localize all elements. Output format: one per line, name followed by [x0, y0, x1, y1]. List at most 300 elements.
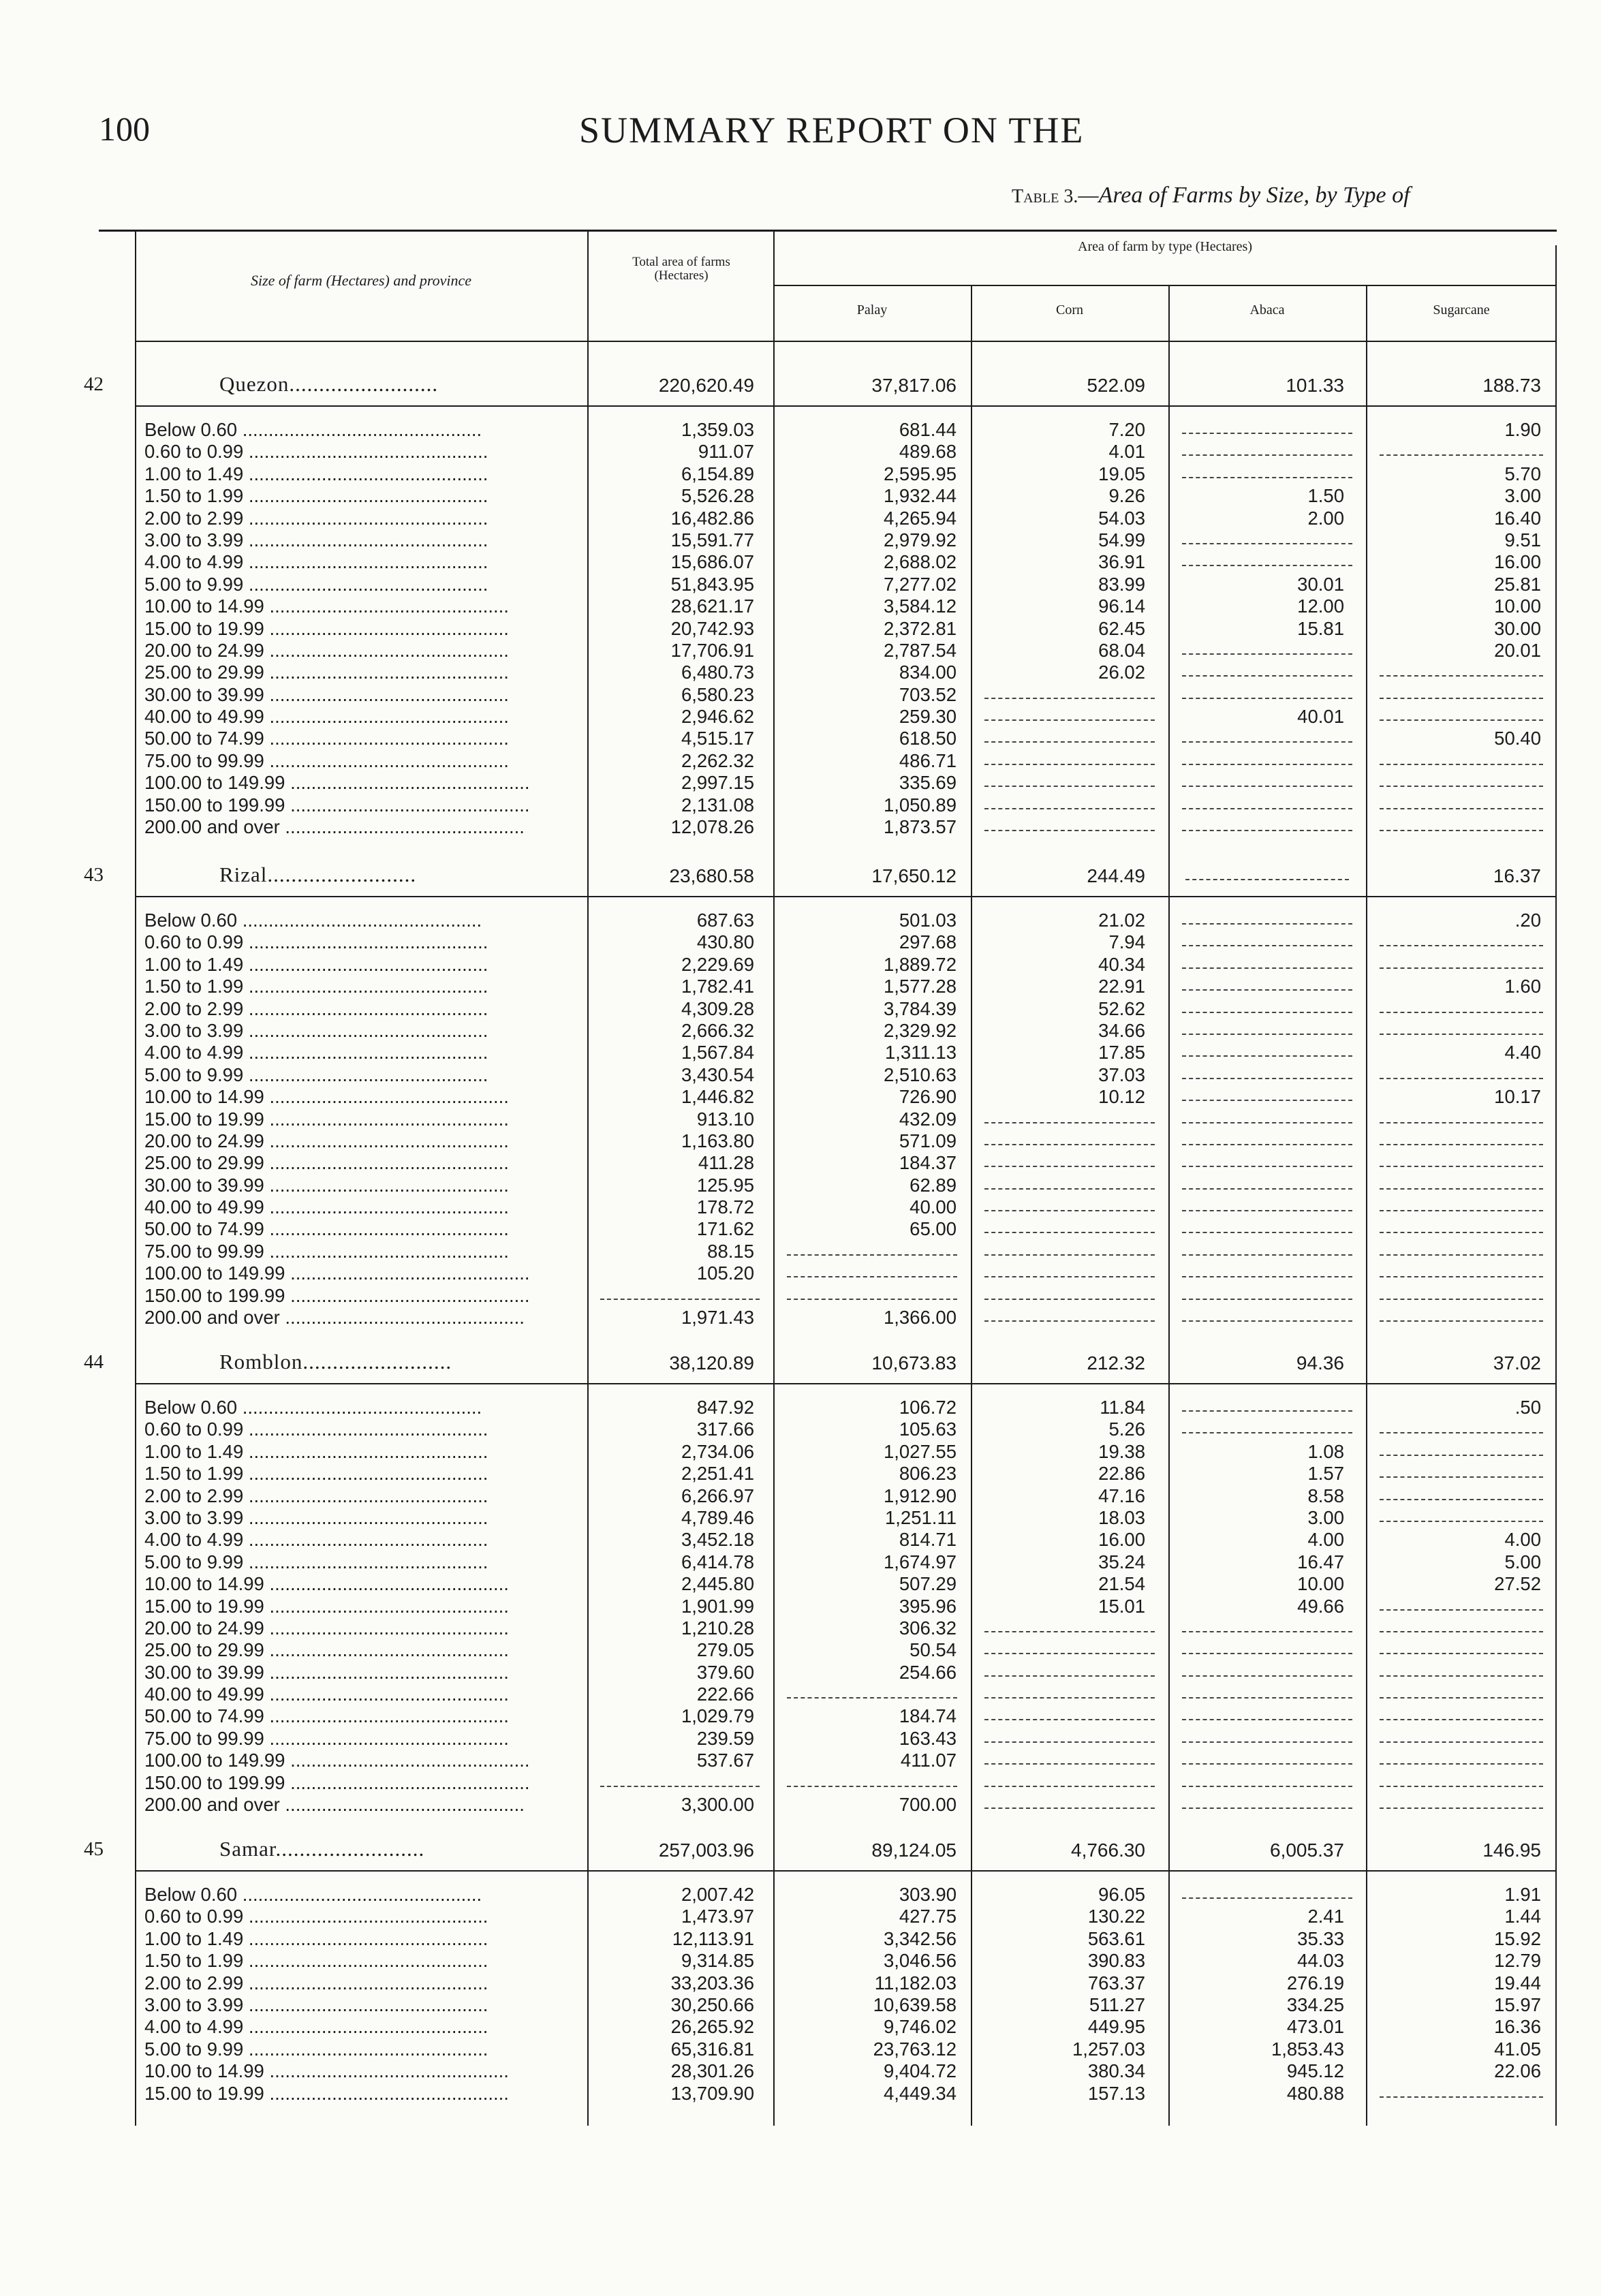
empty-cell-dashes — [1182, 454, 1352, 456]
size-class-label: 5.00 to 9.99 .............................................. — [144, 1551, 488, 1572]
size-rows — [0, 910, 1601, 1329]
header-palay: Palay — [856, 302, 888, 317]
empty-cell-dashes — [1182, 989, 1352, 991]
table-row — [0, 640, 1601, 662]
size-class-label: 75.00 to 99.99 .............................................. — [144, 1727, 509, 1749]
empty-cell-dashes — [1182, 1697, 1352, 1698]
table-row — [0, 1573, 1601, 1595]
cell-palay: 1,311.13 — [884, 1042, 957, 1064]
cell-palay: 1,577.28 — [883, 976, 957, 997]
empty-cell-dashes — [1182, 967, 1352, 969]
empty-cell-dashes — [1182, 1188, 1352, 1190]
cell-corn: 7.94 — [1108, 931, 1145, 953]
empty-cell-dashes — [1380, 1166, 1543, 1167]
table-row — [0, 508, 1601, 529]
table-row — [0, 551, 1601, 573]
cell-total: 1,163.80 — [681, 1130, 754, 1151]
size-class-label: 10.00 to 14.99 .............................................. — [144, 1573, 509, 1595]
cell-palay: 184.37 — [899, 1152, 957, 1174]
cell-palay: 105.63 — [899, 1418, 957, 1440]
cell-total: 1,782.41 — [681, 976, 754, 997]
empty-cell-dashes — [1182, 923, 1352, 925]
cell-corn: 21.02 — [1098, 910, 1145, 931]
table-row — [0, 976, 1601, 997]
size-class-label: 100.00 to 149.99 .............................................. — [144, 1750, 530, 1771]
size-class-label: 0.60 to 0.99 .............................................. — [144, 1906, 488, 1927]
empty-cell-dashes — [1380, 1122, 1543, 1123]
size-class-label: 25.00 to 29.99 .............................................. — [144, 1639, 509, 1661]
cell-corn: 511.27 — [1089, 1994, 1145, 2015]
size-class-label: 5.00 to 9.99 .............................................. — [144, 573, 488, 595]
cell-corn: 52.62 — [1098, 997, 1145, 1019]
cell-palay: 1,674.97 — [883, 1551, 957, 1572]
cell-corn: 26.02 — [1098, 662, 1145, 683]
table-row — [0, 816, 1601, 838]
size-class-label: Below 0.60 .............................................. — [144, 1397, 482, 1418]
cell-abaca: 480.88 — [1286, 2082, 1344, 2104]
cell-total: 125.95 — [696, 1174, 754, 1196]
cell-palay: 3,584.12 — [883, 595, 957, 617]
empty-cell-dashes — [1182, 1012, 1352, 1013]
empty-cell-dashes — [1380, 764, 1543, 765]
cell-abaca: 1.57 — [1307, 1463, 1344, 1485]
province-group — [0, 368, 1601, 838]
size-class-label: 30.00 to 39.99 .............................................. — [144, 683, 509, 705]
province-rule — [136, 896, 1557, 897]
cell-corn: 37.03 — [1098, 1064, 1145, 1085]
size-class-label: 2.00 to 2.99 .............................................. — [144, 1485, 488, 1506]
cell-palay: 1,932.44 — [883, 485, 957, 507]
cell-corn: 83.99 — [1098, 573, 1145, 595]
size-class-label: 150.00 to 199.99 .............................................. — [144, 1284, 530, 1306]
empty-cell-dashes — [984, 1808, 1155, 1809]
empty-cell-dashes — [1182, 741, 1352, 743]
cell-sugarcane: 25.81 — [1494, 573, 1541, 595]
size-class-label: 150.00 to 199.99 .............................................. — [144, 794, 530, 816]
cell-palay: 259.30 — [899, 706, 957, 728]
empty-cell-dashes — [984, 808, 1155, 809]
table-row — [0, 772, 1601, 794]
province-total-total: 220,620.49 — [658, 375, 754, 396]
cell-corn: 18.03 — [1098, 1506, 1145, 1528]
empty-cell-dashes — [1380, 1521, 1543, 1522]
cell-corn: 36.91 — [1098, 551, 1145, 573]
size-class-label: 200.00 and over .............................................. — [144, 1307, 525, 1329]
empty-cell-dashes — [984, 1719, 1155, 1720]
table-row — [0, 1152, 1601, 1174]
table-row — [0, 684, 1601, 706]
size-class-label: 4.00 to 4.99 .............................................. — [144, 1042, 488, 1064]
size-rows — [0, 1884, 1601, 2105]
empty-cell-dashes — [1182, 1786, 1352, 1787]
empty-cell-dashes — [1182, 1410, 1352, 1412]
cell-abaca: 473.01 — [1286, 2016, 1344, 2038]
province-total-empty — [1185, 879, 1349, 880]
cell-sugarcane: 4.40 — [1504, 1042, 1541, 1064]
empty-cell-dashes — [1380, 1210, 1543, 1211]
table-row — [0, 2016, 1601, 2038]
cell-total: 3,452.18 — [681, 1529, 754, 1551]
cell-total: 6,266.97 — [681, 1485, 754, 1506]
size-class-label: 1.50 to 1.99 .............................................. — [144, 1950, 488, 1972]
cell-total: 17,706.91 — [670, 639, 754, 661]
size-class-label: 4.00 to 4.99 .............................................. — [144, 2016, 488, 2038]
cell-palay: 297.68 — [899, 931, 957, 953]
empty-cell-dashes — [1182, 1675, 1352, 1677]
cell-sugarcane: 10.17 — [1494, 1086, 1541, 1108]
cell-total: 5,526.28 — [681, 485, 754, 507]
size-class-label: 40.00 to 49.99 .............................................. — [144, 1684, 509, 1705]
cell-sugarcane: 3.00 — [1504, 485, 1541, 507]
empty-cell-dashes — [984, 1675, 1155, 1677]
empty-cell-dashes — [984, 1741, 1155, 1743]
size-class-label: 200.00 and over .............................................. — [144, 816, 525, 838]
table-row — [0, 463, 1601, 485]
empty-cell-dashes — [1380, 1786, 1543, 1787]
cell-abaca: 40.01 — [1297, 706, 1344, 728]
empty-cell-dashes — [1182, 786, 1352, 787]
cell-palay: 806.23 — [899, 1463, 957, 1485]
cell-total: 537.67 — [696, 1750, 754, 1771]
cell-total: 26,265.92 — [670, 2016, 754, 2038]
cell-corn: 62.45 — [1098, 617, 1145, 639]
empty-cell-dashes — [1182, 1166, 1352, 1167]
table-row — [0, 1994, 1601, 2016]
province-total-palay: 17,650.12 — [871, 865, 957, 886]
cell-total: 1,567.84 — [681, 1042, 754, 1064]
cell-total: 222.66 — [696, 1684, 754, 1705]
cell-sugarcane: .50 — [1514, 1397, 1541, 1418]
cell-palay: 3,342.56 — [883, 1927, 957, 1949]
cell-total: 2,131.08 — [681, 794, 754, 816]
size-class-label: 75.00 to 99.99 .............................................. — [144, 749, 509, 771]
empty-cell-dashes — [1380, 1741, 1543, 1743]
empty-cell-dashes — [984, 1276, 1155, 1277]
empty-cell-dashes — [1380, 698, 1543, 699]
cell-total: 16,482.86 — [670, 507, 754, 529]
cell-sugarcane: 20.01 — [1494, 639, 1541, 661]
table-row — [0, 1772, 1601, 1794]
size-class-label: 2.00 to 2.99 .............................................. — [144, 507, 488, 529]
cell-sugarcane: .20 — [1514, 910, 1541, 931]
cell-abaca: 8.58 — [1307, 1485, 1344, 1506]
province-total-corn: 4,766.30 — [1071, 1840, 1145, 1861]
cell-total: 1,473.97 — [681, 1906, 754, 1927]
table-row — [0, 419, 1601, 441]
empty-cell-dashes — [984, 1122, 1155, 1123]
table-row — [0, 728, 1601, 749]
cell-abaca: 3.00 — [1307, 1506, 1344, 1528]
group-number: 43 — [84, 864, 104, 886]
province-total-palay: 10,673.83 — [871, 1352, 957, 1374]
table-row — [0, 1972, 1601, 1994]
cell-corn: 10.12 — [1098, 1086, 1145, 1108]
empty-cell-dashes — [1182, 1897, 1352, 1899]
empty-cell-dashes — [1380, 1299, 1543, 1300]
size-class-label: 25.00 to 29.99 .............................................. — [144, 1152, 509, 1174]
table-row — [0, 1418, 1601, 1440]
empty-cell-dashes — [1182, 1078, 1352, 1079]
cell-palay: 2,979.92 — [883, 529, 957, 550]
cell-sugarcane: 50.40 — [1494, 728, 1541, 749]
cell-corn: 35.24 — [1098, 1551, 1145, 1572]
size-class-label: 0.60 to 0.99 .............................................. — [144, 441, 488, 463]
empty-cell-dashes — [1380, 1232, 1543, 1233]
cell-palay: 184.74 — [899, 1705, 957, 1727]
cell-corn: 68.04 — [1098, 639, 1145, 661]
empty-cell-dashes — [1380, 675, 1543, 677]
empty-cell-dashes — [1182, 698, 1352, 699]
cell-total: 2,997.15 — [681, 772, 754, 794]
cell-sugarcane: 12.79 — [1494, 1950, 1541, 1972]
cell-sugarcane: 15.92 — [1494, 1927, 1541, 1949]
size-class-label: 150.00 to 199.99 .............................................. — [144, 1771, 530, 1793]
header-size: Size of farm (Hectares) and province — [250, 272, 472, 289]
size-class-label: 50.00 to 74.99 .............................................. — [144, 1218, 509, 1240]
empty-cell-dashes — [1380, 1653, 1543, 1654]
cell-abaca: 15.81 — [1297, 617, 1344, 639]
cell-corn: 380.34 — [1087, 2060, 1145, 2082]
cell-sugarcane: 1.44 — [1504, 1906, 1541, 1927]
cell-abaca: 44.03 — [1297, 1950, 1344, 1972]
cell-palay: 65.00 — [910, 1218, 957, 1240]
province-group — [0, 1833, 1601, 2296]
cell-abaca: 4.00 — [1307, 1529, 1344, 1551]
table-row — [0, 1397, 1601, 1418]
group-header-rule — [775, 285, 1557, 286]
header-total: Total area of farms (Hectares) — [632, 255, 730, 283]
empty-cell-dashes — [984, 1320, 1155, 1322]
cell-total: 411.28 — [698, 1152, 754, 1174]
province-rule — [136, 1870, 1557, 1872]
cell-total: 12,113.91 — [672, 1927, 754, 1949]
cell-abaca: 945.12 — [1286, 2060, 1344, 2082]
cell-palay: 2,372.81 — [883, 617, 957, 639]
table-row — [0, 750, 1601, 772]
cell-palay: 9,404.72 — [883, 2060, 957, 2082]
empty-cell-dashes — [1182, 543, 1352, 544]
group-number: 44 — [84, 1351, 104, 1373]
empty-cell-dashes — [1380, 1609, 1543, 1611]
cell-palay: 11,182.03 — [874, 1972, 957, 1994]
page-number: 100 — [99, 110, 150, 148]
size-class-label: 0.60 to 0.99 .............................................. — [144, 1418, 488, 1440]
size-class-label: 10.00 to 14.99 .............................................. — [144, 2060, 509, 2082]
empty-cell-dashes — [1380, 1675, 1543, 1677]
cell-total: 9,314.85 — [681, 1950, 754, 1972]
cell-palay: 1,873.57 — [883, 816, 957, 838]
cell-corn: 16.00 — [1098, 1529, 1145, 1551]
size-class-label: 15.00 to 19.99 .............................................. — [144, 617, 509, 639]
cell-total: 105.20 — [696, 1262, 754, 1284]
table-label: Table 3. — [1012, 186, 1078, 207]
empty-cell-dashes — [787, 1254, 957, 1256]
cell-total: 28,621.17 — [670, 595, 754, 617]
size-class-label: 25.00 to 29.99 .............................................. — [144, 662, 509, 683]
empty-cell-dashes — [1380, 1320, 1543, 1322]
cell-total: 28,301.26 — [670, 2060, 754, 2082]
empty-cell-dashes — [1380, 1432, 1543, 1433]
table-row — [0, 2038, 1601, 2060]
size-class-label: 2.00 to 2.99 .............................................. — [144, 1972, 488, 1994]
size-class-label: 5.00 to 9.99 .............................................. — [144, 2038, 488, 2060]
table-row — [0, 1064, 1601, 1086]
size-class-label: 200.00 and over .............................................. — [144, 1794, 525, 1816]
cell-corn: 1,257.03 — [1072, 2038, 1145, 2060]
cell-palay: 3,784.39 — [883, 997, 957, 1019]
empty-cell-dashes — [984, 741, 1155, 743]
empty-cell-dashes — [984, 1653, 1155, 1654]
table-row — [0, 1463, 1601, 1485]
table-row — [0, 1884, 1601, 1906]
size-class-label: 0.60 to 0.99 .............................................. — [144, 931, 488, 953]
cell-palay: 834.00 — [899, 662, 957, 683]
size-class-label: 75.00 to 99.99 .............................................. — [144, 1240, 509, 1262]
cell-abaca: 2.00 — [1307, 507, 1344, 529]
cell-corn: 22.91 — [1098, 976, 1145, 997]
size-class-label: 30.00 to 39.99 .............................................. — [144, 1661, 509, 1683]
empty-cell-dashes — [1182, 1299, 1352, 1300]
cell-sugarcane: 27.52 — [1494, 1573, 1541, 1595]
cell-sugarcane: 22.06 — [1494, 2060, 1541, 2082]
cell-sugarcane: 1.90 — [1504, 419, 1541, 440]
table-row — [0, 618, 1601, 640]
cell-corn: 5.26 — [1108, 1418, 1145, 1440]
empty-cell-dashes — [984, 786, 1155, 787]
empty-cell-dashes — [787, 1276, 957, 1277]
header-area-by-type: Area of farm by type (Hectares) — [1078, 239, 1252, 254]
table-row — [0, 574, 1601, 595]
cell-total: 6,154.89 — [681, 463, 754, 484]
cell-palay: 50.54 — [910, 1639, 957, 1661]
table-row — [0, 931, 1601, 953]
size-class-label: 20.00 to 24.99 .............................................. — [144, 1130, 509, 1151]
empty-cell-dashes — [1380, 1188, 1543, 1190]
size-class-label: 20.00 to 24.99 .............................................. — [144, 639, 509, 661]
cell-abaca: 1.08 — [1307, 1440, 1344, 1462]
cell-palay: 703.52 — [899, 683, 957, 705]
empty-cell-dashes — [787, 1786, 957, 1787]
cell-total: 1,210.28 — [681, 1617, 754, 1639]
empty-cell-dashes — [1182, 1432, 1352, 1433]
cell-palay: 4,449.34 — [883, 2082, 957, 2104]
province-total-abaca: 6,005.37 — [1270, 1840, 1344, 1861]
cell-corn: 47.16 — [1098, 1485, 1145, 1506]
cell-total: 913.10 — [696, 1108, 754, 1130]
cell-sugarcane: 1.91 — [1504, 1884, 1541, 1905]
empty-cell-dashes — [1182, 1741, 1352, 1743]
cell-total: 13,709.90 — [670, 2082, 754, 2104]
province-total-total: 257,003.96 — [658, 1840, 754, 1861]
table-row — [0, 2060, 1601, 2082]
empty-cell-dashes — [1182, 1808, 1352, 1809]
size-class-label: 100.00 to 149.99 .............................................. — [144, 1262, 530, 1284]
table-row — [0, 954, 1601, 976]
cell-sugarcane: 9.51 — [1504, 529, 1541, 550]
size-class-label: 1.00 to 1.49 .............................................. — [144, 1440, 488, 1462]
table-row — [0, 1728, 1601, 1750]
size-class-label: 30.00 to 39.99 .............................................. — [144, 1174, 509, 1196]
cell-total: 33,203.36 — [670, 1972, 754, 1994]
cell-total: 88.15 — [707, 1240, 754, 1262]
cell-palay: 3,046.56 — [883, 1950, 957, 1972]
empty-cell-dashes — [1380, 1476, 1543, 1478]
cell-palay: 700.00 — [899, 1794, 957, 1816]
empty-cell-dashes — [600, 1786, 760, 1787]
province-total-total: 38,120.89 — [669, 1352, 754, 1374]
cell-total: 2,262.32 — [681, 749, 754, 771]
cell-total: 171.62 — [696, 1218, 754, 1240]
province-rule — [136, 405, 1557, 407]
size-class-label: 2.00 to 2.99 .............................................. — [144, 997, 488, 1019]
cell-total: 239.59 — [696, 1727, 754, 1749]
cell-palay: 726.90 — [899, 1086, 957, 1108]
empty-cell-dashes — [984, 1631, 1155, 1632]
empty-cell-dashes — [1182, 808, 1352, 809]
cell-corn: 96.05 — [1098, 1884, 1145, 1905]
empty-cell-dashes — [984, 719, 1155, 721]
size-class-label: 1.00 to 1.49 .............................................. — [144, 953, 488, 975]
table-row — [0, 1684, 1601, 1705]
table-row — [0, 1108, 1601, 1130]
empty-cell-dashes — [1182, 764, 1352, 765]
empty-cell-dashes — [984, 830, 1155, 831]
province-total-corn: 244.49 — [1087, 865, 1145, 886]
cell-total: 6,480.73 — [681, 662, 754, 683]
size-class-label: 5.00 to 9.99 .............................................. — [144, 1064, 488, 1085]
table-row — [0, 1130, 1601, 1152]
table-caption — [1012, 183, 1410, 208]
size-class-label: Below 0.60 .............................................. — [144, 910, 482, 931]
table-row — [0, 1529, 1601, 1551]
cell-abaca: 49.66 — [1297, 1595, 1344, 1617]
cell-abaca: 12.00 — [1297, 595, 1344, 617]
cell-sugarcane: 1.60 — [1504, 976, 1541, 997]
empty-cell-dashes — [1380, 719, 1543, 721]
empty-cell-dashes — [1182, 1719, 1352, 1720]
cell-abaca: 334.25 — [1286, 1994, 1344, 2015]
cell-sugarcane: 16.40 — [1494, 507, 1541, 529]
province-name: Quezon......................... — [219, 372, 439, 396]
size-class-label: 1.50 to 1.99 .............................................. — [144, 976, 488, 997]
cell-corn: 15.01 — [1098, 1595, 1145, 1617]
province-name: Samar......................... — [219, 1837, 425, 1861]
cell-total: 2,445.80 — [681, 1573, 754, 1595]
cell-abaca: 35.33 — [1297, 1927, 1344, 1949]
cell-total: 1,446.82 — [681, 1086, 754, 1108]
cell-total: 2,007.42 — [681, 1884, 754, 1905]
cell-palay: 303.90 — [899, 1884, 957, 1905]
cell-palay: 40.00 — [910, 1196, 957, 1218]
table-row — [0, 1218, 1601, 1240]
empty-cell-dashes — [1380, 1631, 1543, 1632]
empty-cell-dashes — [1380, 1012, 1543, 1013]
cell-total: 15,591.77 — [670, 529, 754, 550]
cell-palay: 9,746.02 — [883, 2016, 957, 2038]
cell-abaca: 2.41 — [1307, 1906, 1344, 1927]
cell-sugarcane: 5.00 — [1504, 1551, 1541, 1572]
cell-total: 4,789.46 — [681, 1506, 754, 1528]
empty-cell-dashes — [1380, 786, 1543, 787]
table-row — [0, 794, 1601, 816]
cell-palay: 411.07 — [900, 1750, 957, 1771]
size-class-label: 20.00 to 24.99 .............................................. — [144, 1617, 509, 1639]
empty-cell-dashes — [1380, 830, 1543, 831]
cell-total: 3,300.00 — [681, 1794, 754, 1816]
table-row — [0, 706, 1601, 728]
cell-corn: 54.99 — [1098, 529, 1145, 550]
cell-total: 178.72 — [696, 1196, 754, 1218]
